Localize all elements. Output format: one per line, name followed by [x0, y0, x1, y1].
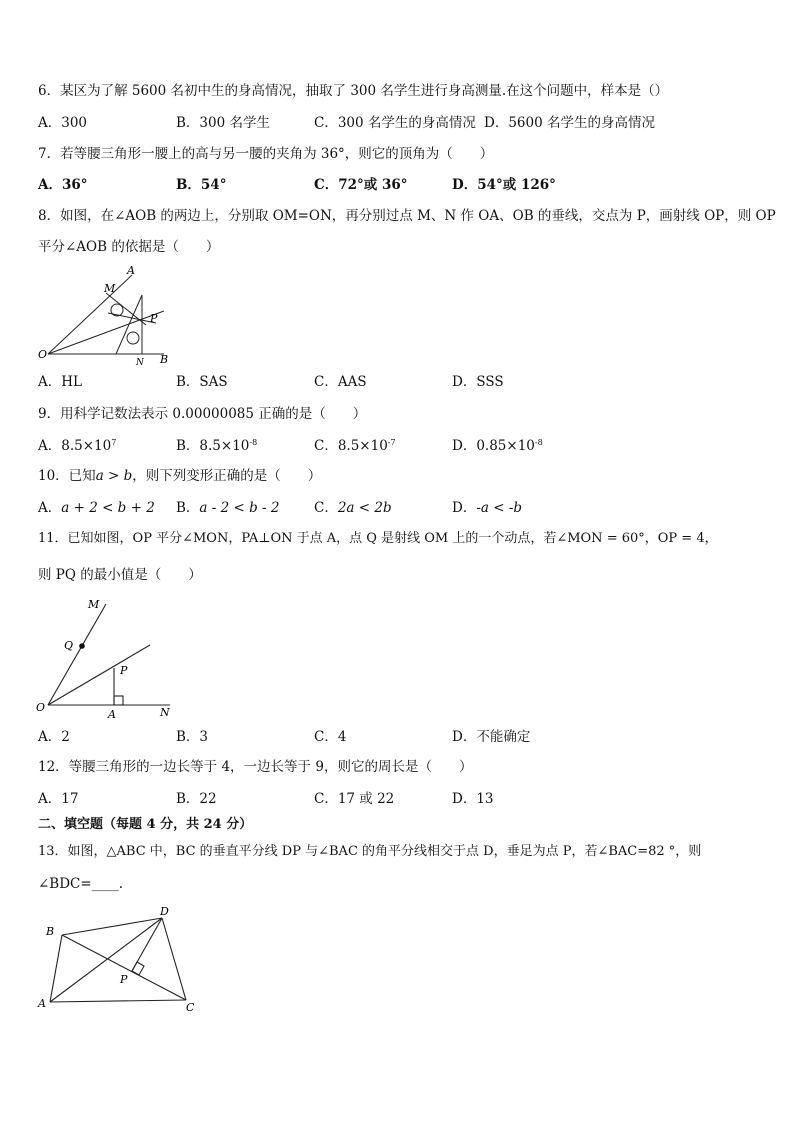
- q13-stem-line1: 13．如图，△ABC 中，BC 的垂直平分线 DP 与∠BAC 的角平分线相交于点 D，垂足为点 P，若∠BAC=82 °，则: [38, 844, 702, 859]
- q8-stem-line2: 平分∠AOB 的依据是（ ）: [38, 239, 220, 255]
- q12-stem: 12．等腰三角形的一边长等于 4，一边长等于 9，则它的周长是（ ）: [38, 759, 473, 775]
- q6-stem: 6．某区为了解 5600 名初中生的身高情况，抽取了 300 名学生进行身高测量.在这个问题中，样本是（）: [38, 83, 669, 99]
- q9-stem: 9．用科学记数法表示 0.00000085 正确的是（ ）: [38, 406, 367, 422]
- q11-label-q: Q: [64, 639, 74, 652]
- q10-stem: 10．已知a > b，则下列变形正确的是（ ）: [38, 468, 322, 484]
- q8-option-c: C．AAS: [314, 374, 367, 390]
- q8-option-d: D．SSS: [452, 374, 504, 390]
- q13-label-p: P: [120, 973, 128, 986]
- q11-label-m: M: [88, 598, 100, 611]
- q6-option-b: B．300 名学生: [176, 115, 270, 131]
- q8-figure: [36, 265, 176, 370]
- q13-figure: [36, 905, 206, 1017]
- q10-option-c: C．2a < 2b: [314, 500, 392, 516]
- q12-option-c: C．17 或 22: [314, 791, 395, 807]
- q8-label-a: A: [127, 264, 135, 277]
- q13-label-d: D: [160, 905, 169, 918]
- q8-option-a: A．HL: [38, 374, 82, 390]
- q8-stem-line1: 8．如图，在∠AOB 的两边上，分别取 OM=ON，再分别过点 M、N 作 OA、OB 的垂线，交点为 P，画射线 OP，则 OP: [38, 208, 776, 224]
- q12-option-d: D．13: [452, 791, 494, 807]
- q13-label-c: C: [186, 1001, 195, 1014]
- q11-label-o: O: [36, 701, 46, 714]
- q13-stem-line2: ∠BDC=____.: [38, 876, 123, 892]
- q11-stem-line2: 则 PQ 的最小值是（ ）: [38, 567, 202, 583]
- q8-option-b: B．SAS: [176, 374, 228, 390]
- q10-option-a: A．a + 2 < b + 2: [38, 500, 155, 516]
- q6-option-d: D．5600 名学生的身高情况: [484, 115, 655, 131]
- q9-option-b: B．$8.5\times 10^{-8}$: [176, 438, 258, 454]
- q8-label-m: M: [104, 282, 116, 295]
- q11-label-p: P: [120, 664, 128, 677]
- q7-option-a: A．36°: [38, 177, 88, 193]
- q11-option-d: D．不能确定: [452, 729, 531, 745]
- q11-option-a: A．2: [38, 729, 70, 745]
- q11-stem-line1: 11．已知如图，OP 平分∠MON，PA⊥ON 于点 A，点 Q 是射线 OM 上的一个动点，若∠MON = 60°，OP = 4，: [38, 531, 718, 546]
- q8-label-b: B: [160, 353, 169, 366]
- q11-label-n: N: [160, 706, 170, 719]
- q11-figure: [34, 598, 184, 723]
- q10-option-b: B．a - 2 < b - 2: [176, 500, 280, 516]
- q9-option-a: A．$8.5\times 10^7$: [38, 438, 117, 454]
- q7-stem: 7．若等腰三角形一腰上的高与另一腰的夹角为 36°，则它的顶角为（ ）: [38, 146, 494, 162]
- q7-option-c: C．72°或 36°: [314, 177, 408, 193]
- q11-option-c: C．4: [314, 729, 347, 745]
- q7-option-d: D．54°或 126°: [452, 177, 556, 193]
- q11-label-a: A: [108, 708, 116, 721]
- section2-heading: 二、填空题（每题 4 分，共 24 分）: [38, 817, 253, 832]
- q9-option-c: C．$8.5\times 10^{-7}$: [314, 438, 396, 454]
- q11-option-b: B．3: [176, 729, 209, 745]
- q12-option-b: B．22: [176, 791, 217, 807]
- q6-option-a: A．300: [38, 115, 88, 131]
- q8-label-o: O: [38, 348, 48, 361]
- q13-label-b: B: [46, 925, 55, 938]
- q7-option-b: B．54°: [176, 177, 227, 193]
- q13-label-a: A: [38, 997, 46, 1010]
- q8-label-p: P: [150, 312, 158, 325]
- q9-option-d: D．$0.85\times 10^{-8}$: [452, 438, 543, 454]
- q8-label-n: N: [136, 358, 144, 368]
- q12-option-a: A．17: [38, 791, 79, 807]
- q10-option-d: D．-a < -b: [452, 500, 523, 516]
- q6-option-c: C．300 名学生的身高情况: [314, 115, 476, 131]
